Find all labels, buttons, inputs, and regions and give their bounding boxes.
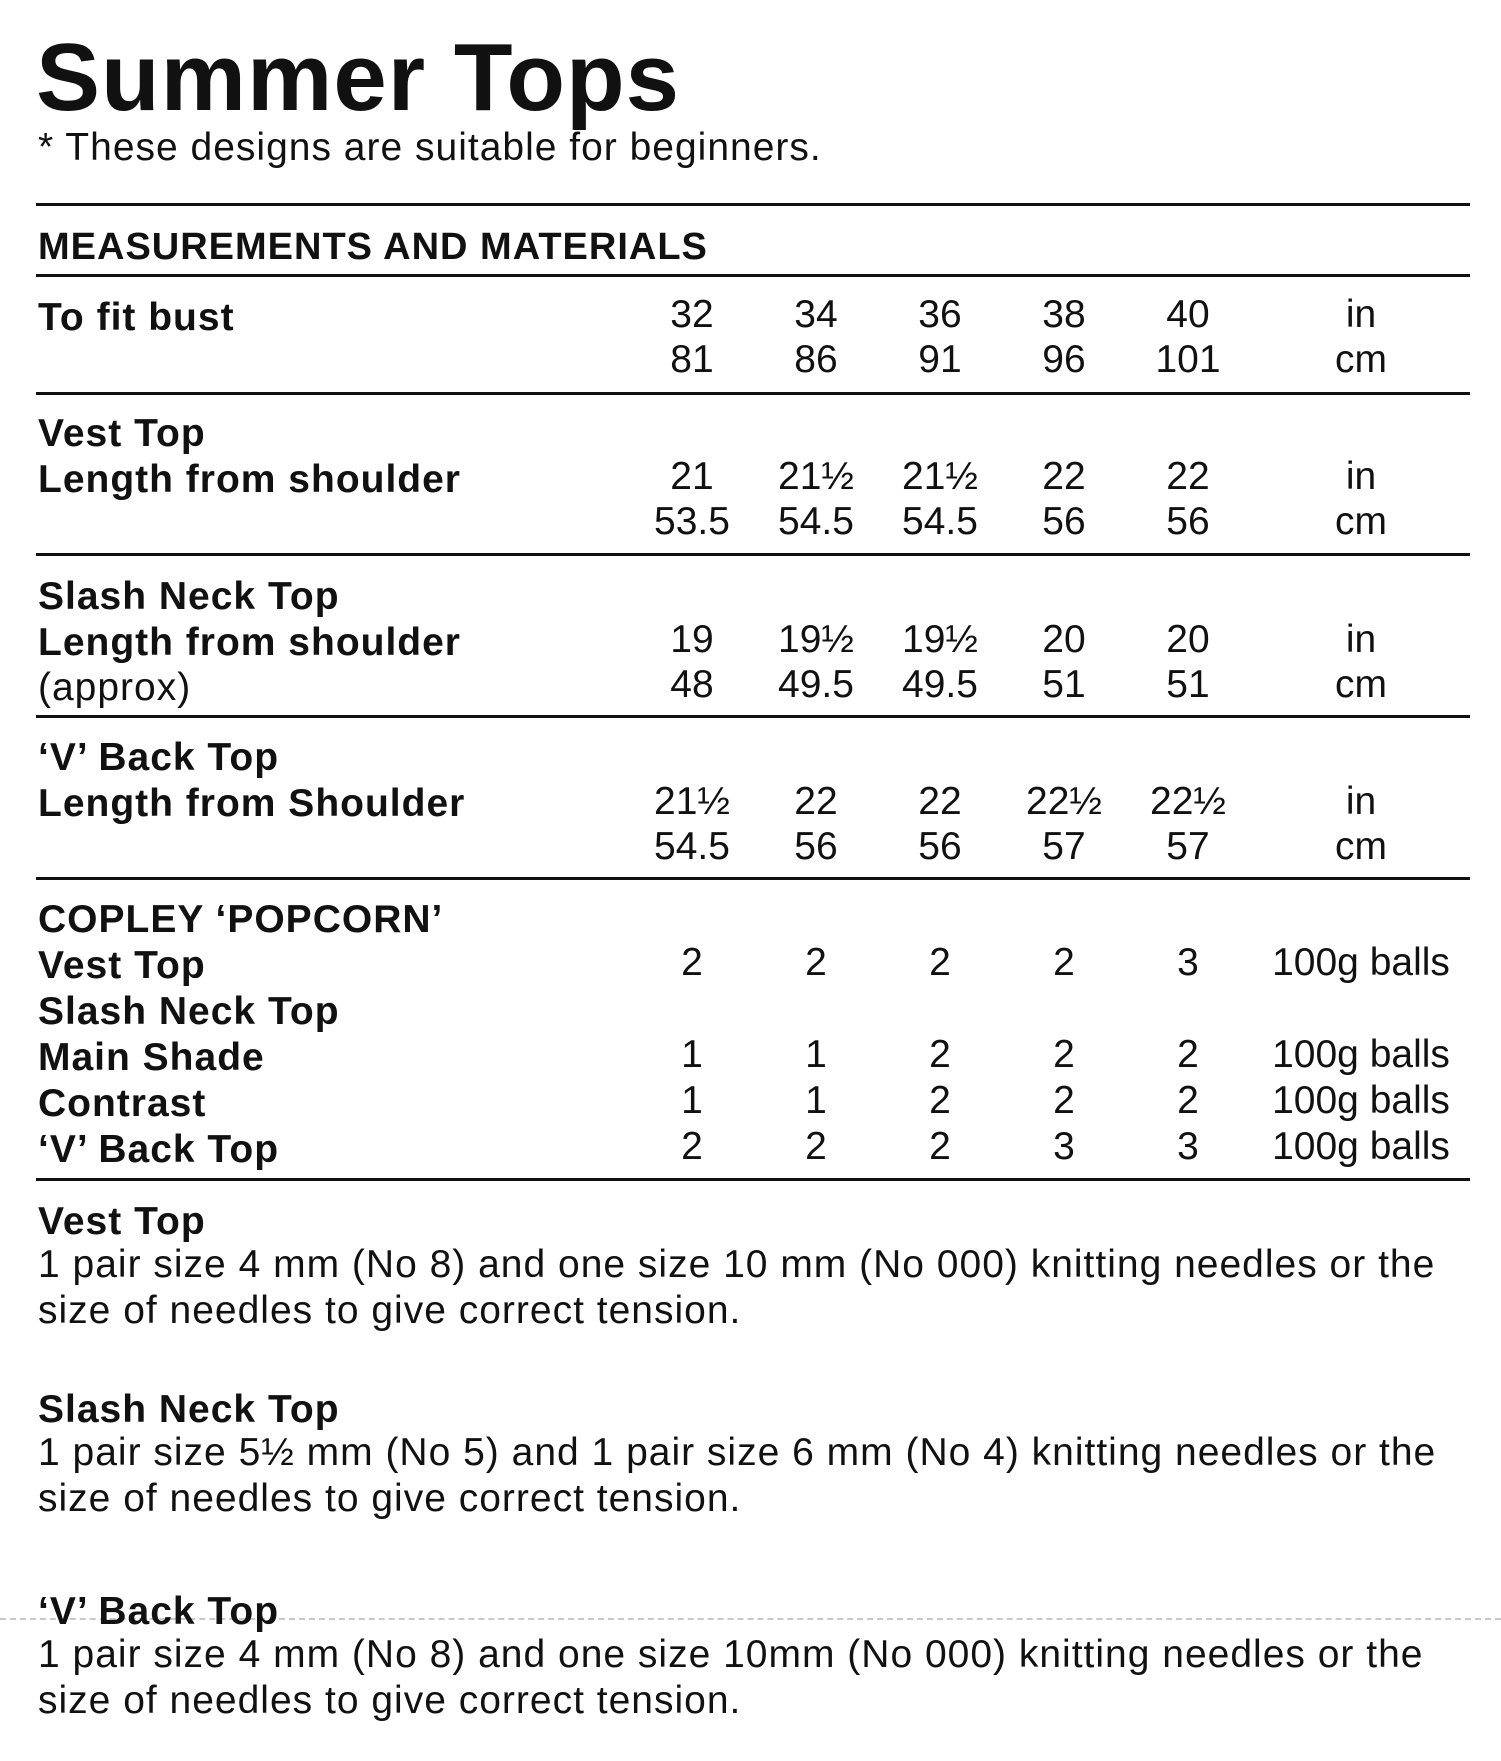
- vback-length-label: Length from Shoulder: [38, 782, 466, 825]
- vback-in-4: 22½: [1026, 780, 1102, 823]
- slash-in-3: 19½: [902, 618, 978, 661]
- vest-in-1: 21: [670, 455, 714, 498]
- yarn-vest-qty-5: 3: [1177, 941, 1199, 984]
- divider: [36, 877, 1470, 880]
- vest-in-5: 22: [1166, 455, 1210, 498]
- vback-in-1: 21½: [654, 780, 730, 823]
- yarn-vest-qty-1: 2: [681, 941, 703, 984]
- vest-cm-2: 54.5: [778, 500, 854, 543]
- bust-in-3: 36: [918, 293, 962, 336]
- bust-unit-in: in: [1345, 293, 1377, 336]
- bust-cm-5: 101: [1155, 338, 1221, 381]
- yarn-vback-qty-4: 3: [1053, 1125, 1075, 1168]
- yarn-vest-qty-3: 2: [929, 941, 951, 984]
- slash-cm-2: 49.5: [778, 663, 854, 706]
- vback-cm-3: 56: [918, 825, 962, 868]
- bust-unit-cm: cm: [1335, 338, 1387, 381]
- vback-label: ‘V’ Back Top: [38, 736, 280, 779]
- slash-cm-1: 48: [670, 663, 714, 706]
- needles-vback-text: 1 pair size 4 mm (No 8) and one size 10mm (No 000) knitting needles or the size of needles to give correct tension.: [38, 1633, 1424, 1722]
- yarn-contrast-qty-2: 1: [805, 1079, 827, 1122]
- yarn-contrast-qty-3: 2: [929, 1079, 951, 1122]
- bust-cm-2: 86: [794, 338, 838, 381]
- divider: [36, 1178, 1470, 1181]
- vest-in-2: 21½: [778, 455, 854, 498]
- vback-cm-2: 56: [794, 825, 838, 868]
- slash-unit-in: in: [1345, 618, 1377, 661]
- yarn-vest-label: Vest Top: [38, 944, 206, 987]
- slash-length-label: Length from shoulder: [38, 621, 461, 664]
- yarn-main-qty-2: 1: [805, 1033, 827, 1076]
- divider: [36, 274, 1470, 277]
- yarn-contrast-unit: 100g balls: [1272, 1079, 1450, 1122]
- yarn-heading: COPLEY ‘POPCORN’: [38, 898, 444, 941]
- slash-in-5: 20: [1166, 618, 1210, 661]
- slash-approx-note: (approx): [38, 666, 192, 709]
- vest-cm-5: 56: [1166, 500, 1210, 543]
- bust-cm-4: 96: [1042, 338, 1086, 381]
- slash-cm-5: 51: [1166, 663, 1210, 706]
- yarn-vest-unit: 100g balls: [1272, 941, 1450, 984]
- yarn-main-qty-5: 2: [1177, 1033, 1199, 1076]
- vest-unit-cm: cm: [1335, 500, 1387, 543]
- yarn-vest-qty-4: 2: [1053, 941, 1075, 984]
- yarn-contrast-qty-1: 1: [681, 1079, 703, 1122]
- vest-in-4: 22: [1042, 455, 1086, 498]
- slash-in-2: 19½: [778, 618, 854, 661]
- slash-cm-4: 51: [1042, 663, 1086, 706]
- slash-cm-3: 49.5: [902, 663, 978, 706]
- yarn-main-qty-4: 2: [1053, 1033, 1075, 1076]
- divider: [36, 553, 1470, 556]
- yarn-main-qty-1: 1: [681, 1033, 703, 1076]
- bust-in-1: 32: [670, 293, 714, 336]
- bust-cm-3: 91: [918, 338, 962, 381]
- yarn-contrast-qty-4: 2: [1053, 1079, 1075, 1122]
- needles-slash-heading: Slash Neck Top: [38, 1388, 340, 1431]
- bust-in-5: 40: [1166, 293, 1210, 336]
- vback-in-5: 22½: [1150, 780, 1226, 823]
- yarn-vback-label: ‘V’ Back Top: [38, 1128, 280, 1171]
- divider: [36, 392, 1470, 395]
- vest-cm-1: 53.5: [654, 500, 730, 543]
- divider: [36, 203, 1470, 206]
- beginner-note: * These designs are suitable for beginners.: [38, 126, 822, 169]
- vest-in-3: 21½: [902, 455, 978, 498]
- vest-cm-3: 54.5: [902, 500, 978, 543]
- bust-in-2: 34: [794, 293, 838, 336]
- slash-in-4: 20: [1042, 618, 1086, 661]
- yarn-vback-qty-5: 3: [1177, 1125, 1199, 1168]
- yarn-vback-qty-2: 2: [805, 1125, 827, 1168]
- bust-cm-1: 81: [670, 338, 714, 381]
- yarn-main-qty-3: 2: [929, 1033, 951, 1076]
- needles-vest-heading: Vest Top: [38, 1200, 206, 1243]
- section-heading: MEASUREMENTS AND MATERIALS: [38, 226, 708, 268]
- needles-vback-heading: ‘V’ Back Top: [38, 1590, 280, 1633]
- yarn-vback-qty-1: 2: [681, 1125, 703, 1168]
- vback-cm-1: 54.5: [654, 825, 730, 868]
- slash-label: Slash Neck Top: [38, 575, 340, 618]
- vest-length-label: Length from shoulder: [38, 458, 461, 501]
- yarn-main-shade-label: Main Shade: [38, 1036, 265, 1079]
- vback-unit-cm: cm: [1335, 825, 1387, 868]
- vback-cm-5: 57: [1166, 825, 1210, 868]
- vback-unit-in: in: [1345, 780, 1377, 823]
- vback-cm-4: 57: [1042, 825, 1086, 868]
- yarn-contrast-qty-5: 2: [1177, 1079, 1199, 1122]
- vest-unit-in: in: [1345, 455, 1377, 498]
- divider: [36, 715, 1470, 718]
- yarn-vest-qty-2: 2: [805, 941, 827, 984]
- yarn-slash-label: Slash Neck Top: [38, 990, 340, 1033]
- yarn-vback-qty-3: 2: [929, 1125, 951, 1168]
- yarn-vback-unit: 100g balls: [1272, 1125, 1450, 1168]
- yarn-contrast-label: Contrast: [38, 1082, 207, 1125]
- needles-slash-text: 1 pair size 5½ mm (No 5) and 1 pair size 6 mm (No 4) knitting needles or the size of needles to give correct tension.: [38, 1431, 1437, 1520]
- bust-in-4: 38: [1042, 293, 1086, 336]
- bust-label: To fit bust: [38, 296, 235, 339]
- needles-vest-text: 1 pair size 4 mm (No 8) and one size 10 mm (No 000) knitting needles or the size of needles to give correct tension.: [38, 1243, 1436, 1332]
- slash-in-1: 19: [670, 618, 714, 661]
- vback-in-2: 22: [794, 780, 838, 823]
- page-title: Summer Tops: [36, 24, 680, 131]
- vback-in-3: 22: [918, 780, 962, 823]
- vest-label: Vest Top: [38, 412, 206, 455]
- vest-cm-4: 56: [1042, 500, 1086, 543]
- slash-unit-cm: cm: [1335, 663, 1387, 706]
- yarn-main-unit: 100g balls: [1272, 1033, 1450, 1076]
